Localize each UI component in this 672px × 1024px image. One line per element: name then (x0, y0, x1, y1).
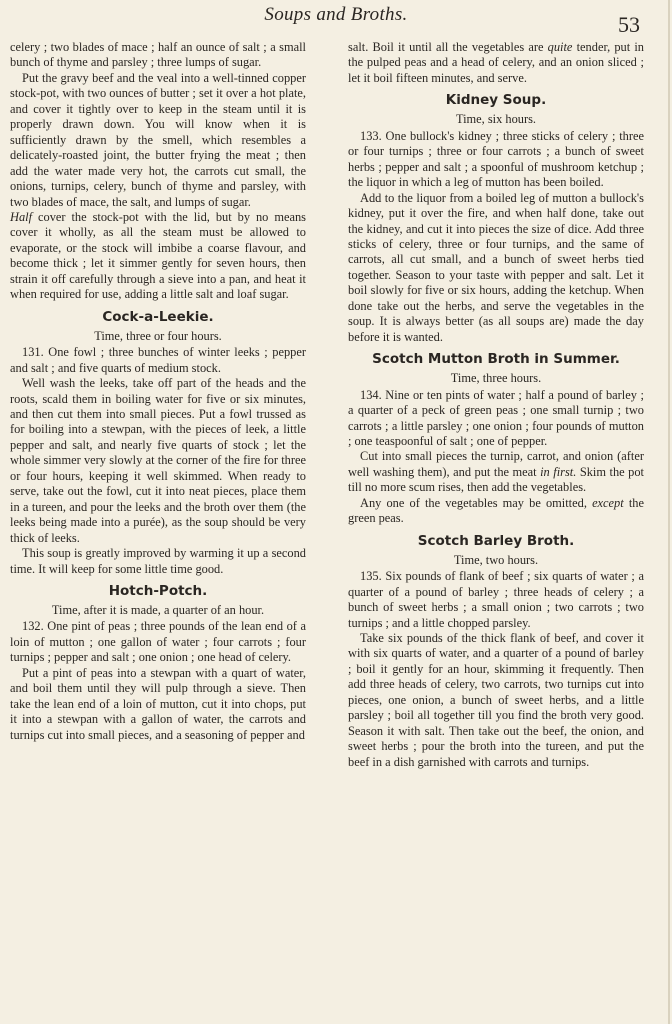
recipe-ingredients-cock-a-leekie (10, 345, 306, 376)
recipe-method-cock-a-leekie: Well wash the leeks, take off part of the heads and the roots, scald them in boiling water for five or six minutes, and then cut them into small pieces. Put a fowl trussed as for boiling into a stewpan, with the pieces of leek, a little pepper and salt, and nearly five quarts of stock ; let the whole simmer very slowly at the corner of the fire for three or four hours, keeping it well skimmed. When ready to serve, take out the fowl, cut it into neat pieces, place them in a tureen, and pour the leeks and the broth over them (the leeks being made into a purée), as the soup should be very thick of leeks. (10, 376, 306, 545)
scotch-mutton-note-b: the green peas. (348, 495, 644, 526)
hotch-continued-a: salt. Boil it until all the vegetables are (348, 40, 544, 54)
recipe-method-hotch-potch-continued (348, 40, 644, 86)
italic-in-first: in first. (540, 464, 577, 479)
italic-except: except (592, 495, 624, 510)
recipe-ingredients-text: One fowl ; three bunches of winter leeks ; pepper and salt ; and five quarts of medium stock. (10, 345, 306, 375)
recipe-time-scotch-barley-broth: Time, two hours. (453, 552, 539, 567)
recipe-title-scotch-mutton-broth: Scotch Mutton Broth in Summer. (372, 351, 620, 368)
stock-recipe-method-rest: cover the stock-pot with the lid, but by no means cover it wholly, as all the steam must be allowed to evaporate, or the stock will imbibe a coarse flavour, and become thick ; let it simmer gently for seven hours, then strain it off carefully through a sieve into a pan, and heat it when required for use, adding a little salt and loaf sugar. (10, 209, 306, 302)
recipe-number-132: 132. (22, 619, 44, 634)
italic-half: Half (10, 209, 33, 224)
recipe-number-135: 135. (360, 569, 382, 584)
recipe-title-hotch-potch: Hotch-Potch. (108, 582, 208, 599)
right-column (348, 40, 644, 770)
scotch-mutton-method-b: Skim the pot till no more scum rises, then add the vegetables. (348, 464, 644, 495)
recipe-number-131: 131. (22, 345, 44, 360)
stock-recipe-method: Put the gravy beef and the veal into a well-tinned copper stock-pot, with two ounces of butter ; set it over a hot plate, and cover it tightly over to keep in the steam until it is properly drawn down. You will know when it is sufficiently drawn by the smell, which resembles a delicately-roasted joint, the butter frying the meat ; then add the water made very hot, the carrots cut small, the onions, turnips, celery, bunch of thyme and parsley, with two blades of mace, the salt, and lumps of sugar. (10, 70, 306, 209)
recipe-ingredients-text: One bullock's kidney ; three sticks of celery ; three or four turnips ; three or four carrots ; a bunch of sweet herbs ; pepper and salt ; a spoonful of mushroom ketchup ; the liquor in which a leg of mutton has been boiled. (348, 128, 644, 190)
recipe-note-scotch-mutton-broth (348, 496, 644, 527)
recipe-ingredients-text: One pint of peas ; three pounds of the lean end of a loin of mutton ; one gallon of water ; four carrots ; four turnips ; pepper and salt ; one onion ; one head of celery. (10, 619, 306, 665)
recipe-time-hotch-potch: Time, after it is made, a quarter of an hour. (51, 602, 265, 617)
recipe-method-kidney-soup: Add to the liquor from a boiled leg of mutton a bullock's kidney, put it over the fire, and when half done, take out the kidney, and cut it into pieces the size of dice. Add three sticks of celery, three or four turnips, and the same of carrots, all cut small, and a bunch of sweet herbs tied together. Season to your taste with pepper and salt. Let it boil slowly for five or six hours, adding the ketchup. When done take out the herbs, and serve the vegetables in the soup. It is always better (as all soups are) made the day before it is wanted. (348, 190, 644, 344)
recipe-ingredients-kidney-soup (348, 129, 644, 191)
running-title: Soups and Broths. (264, 4, 408, 25)
recipe-ingredients-text: Six pounds of flank of beef ; six quarts of water ; a quarter of a pound of barley ; three heads of celery ; a bunch of sweet herbs ; a small onion ; two carrots ; two turnips ; and a little chopped parsley. (348, 569, 644, 630)
left-column (10, 40, 306, 743)
recipe-number-133: 133. (360, 128, 382, 143)
stock-recipe-method-continued (10, 210, 306, 303)
hotch-continued-b: tender, put in the pulped peas and a head of celery, and an onion sliced ; let it boil fifteen minutes, and serve. (348, 40, 644, 85)
recipe-time-cock-a-leekie: Time, three or four hours. (94, 328, 222, 343)
recipe-method-scotch-barley-broth: Take six pounds of the thick flank of beef, and cover it with six quarts of water, and a quarter of a pound of barley ; boil it gently for an hour, skimming it frequently. Then add three heads of celery, two carrots, two turnips cut into pieces, one onion, a bunch of sweet herbs, and a little parsley ; boil all together till you find the broth very good. Season it with salt. Then take out the beef, the onion, and sweet herbs ; pour the broth into the tureen, and put the beef in a dish garnished with carrots and turnips. (348, 630, 644, 769)
recipe-method-scotch-mutton-broth (348, 449, 644, 495)
stock-recipe-ingredients-continued: celery ; two blades of mace ; half an ounce of salt ; a small bunch of thyme and parsley ; three lumps of sugar. (10, 40, 306, 70)
recipe-title-cock-a-leekie: Cock-a-Leekie. (102, 308, 214, 325)
page-edge (668, 0, 670, 1024)
page-number: 53 (618, 12, 640, 37)
recipe-ingredients-hotch-potch (10, 619, 306, 665)
scotch-mutton-note-a: Any one of the vegetables may be omitted, (360, 495, 587, 510)
recipe-ingredients-scotch-mutton-broth (348, 388, 644, 450)
scotch-mutton-method-a: Cut into small pieces the turnip, carrot, and onion (after well washing them), and put the meat (348, 449, 644, 479)
recipe-title-scotch-barley-broth: Scotch Barley Broth. (417, 532, 575, 549)
recipe-time-kidney-soup: Time, six hours. (455, 112, 537, 127)
recipe-method-hotch-potch: Put a pint of peas into a stewpan with a quart of water, and boil them until they will pulp through a sieve. Then take the lean end of a loin of mutton, cut it into chops, put it into a stewpan with a gallon of water, the carrots and turnips cut into small pieces, and a seasoning of pepper and (10, 665, 306, 742)
recipe-number-134: 134. (360, 387, 382, 402)
recipe-note-cock-a-leekie: This soup is greatly improved by warming it up a second time. It will keep for some little time good. (10, 546, 306, 576)
recipe-title-kidney-soup: Kidney Soup. (445, 92, 547, 109)
recipe-time-scotch-mutton-broth: Time, three hours. (450, 371, 542, 386)
italic-quite: quite (547, 40, 573, 54)
recipe-ingredients-text: Nine or ten pints of water ; half a pound of barley ; a quarter of a peck of green peas ; one small turnip ; two carrots ; a little parsley ; one onion ; four pounds of mutton ; one teaspoonful of salt ; one of pepper. (348, 387, 644, 448)
recipe-ingredients-scotch-barley-broth (348, 569, 644, 631)
